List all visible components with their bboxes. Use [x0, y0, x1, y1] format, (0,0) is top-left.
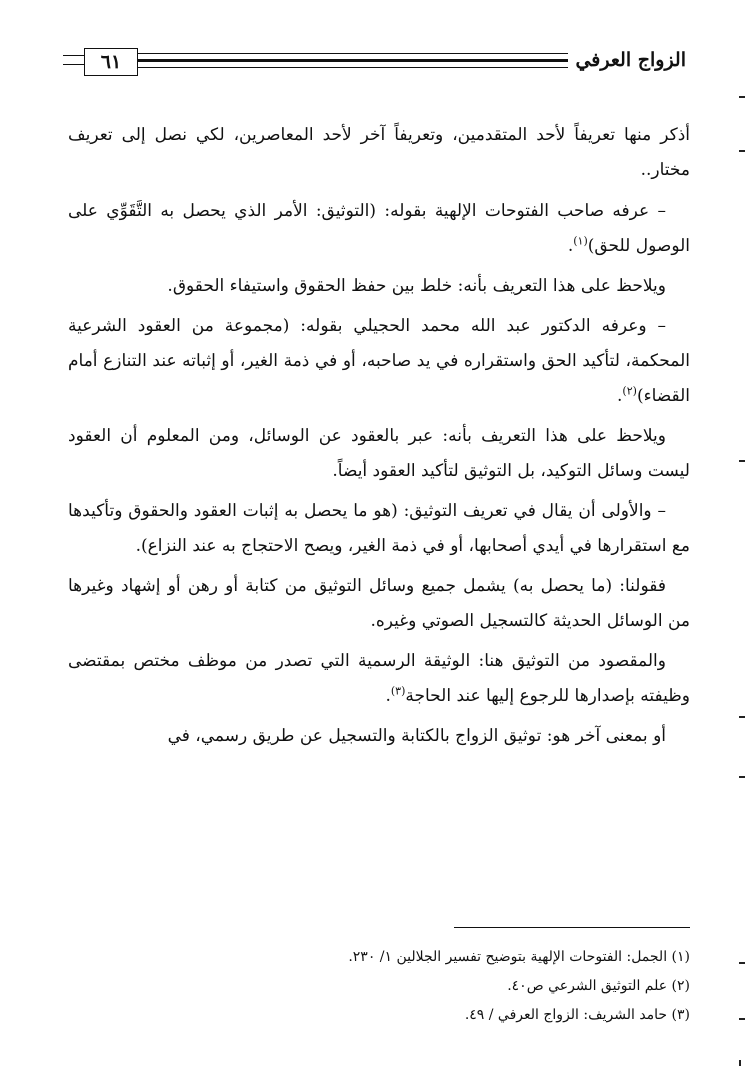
main-text [68, 118, 690, 759]
header-rule [138, 59, 568, 62]
footnote: (٣) حامد الشريف: الزواج العرفي / ٤٩. [464, 1007, 690, 1023]
margin-tick [739, 460, 745, 462]
paragraph: والمقصود من التوثيق هنا: الوثيقة الرسمية التي تصدر من موظف مختص بمقتضى وظيفته بإصدارها للرجوع إليها عند الحاجة$^{(٣)}$. [68, 651, 690, 706]
header-rule [138, 67, 568, 68]
paragraph: فقولنا: (ما يحصل به) يشمل جميع وسائل التوثيق من كتابة أو رهن أو إشهاد وغيرها من الوسائل الحديثة كالتسجيل الصوتي وغيره. [68, 576, 690, 631]
footnote-ref: (١) [573, 234, 588, 248]
paragraph: أو بمعنى آخر هو: توثيق الزواج بالكتابة والتسجيل عن طريق رسمي، في [167, 726, 666, 746]
book-title: الزواج العرفي [575, 49, 686, 71]
margin-tick [739, 776, 745, 778]
paragraph: أذكر منها تعريفاً لأحد المتقدمين، وتعريفاً آخر لأحد المعاصرين، لكي نصل إلى تعريف مختار.. [68, 125, 690, 180]
footnote: (٢) علم التوثيق الشرعي ص٤٠. [507, 978, 690, 994]
margin-tick [739, 150, 745, 152]
footnote: (١) الجمل: الفتوحات الإلهية بتوضيح تفسير الجلالين ١/ ٢٣٠. [348, 949, 690, 965]
paragraph: ويلاحظ على هذا التعريف بأنه: خلط بين حفظ الحقوق واستيفاء الحقوق. [167, 276, 666, 296]
footnote-ref: (٢) [622, 384, 637, 398]
header-rule-stub [63, 55, 85, 56]
paragraph: ويلاحظ على هذا التعريف بأنه: عبر بالعقود عن الوسائل، ومن المعلوم أن العقود ليست وسائل التوكيد، بل التوثيق لتأكيد العقود أيضاً. [68, 426, 690, 481]
footnote-ref: (٣) [390, 684, 406, 698]
paragraph: – عرفه صاحب الفتوحات الإلهية بقوله: (التوثيق: الأمر الذي يحصل به التَّقَوِّي على الوصول للحق)$^{(١)}$. [68, 201, 690, 256]
footnote-separator [454, 927, 690, 928]
margin-tick [739, 96, 745, 98]
margin-tick [739, 1018, 745, 1020]
page-number: ٦١ [84, 48, 138, 76]
paragraph: – والأولى أن يقال في تعريف التوثيق: (هو ما يحصل به إثبات العقود والحقوق وتأكيدها مع استقرارها في أيدي أصحابها، أو في ذمة الغير، ويصح الاحتجاج به عند النزاع). [68, 501, 690, 556]
margin-tick [739, 716, 745, 718]
running-header [68, 44, 686, 80]
paragraph: – وعرفه الدكتور عبد الله محمد الحجيلي بقوله: (مجموعة من العقود الشرعية المحكمة، لتأكيد الحق واستقراره في يد صاحبه، أو في ذمة الغير، أو إثباته عند التنازع أمام القضاء)$^{(٢)}$. [68, 316, 690, 406]
margin-tick [739, 1060, 741, 1066]
footnotes [68, 943, 690, 1030]
header-rule [138, 53, 568, 54]
margin-tick [739, 962, 745, 964]
header-rule-stub [63, 64, 85, 65]
